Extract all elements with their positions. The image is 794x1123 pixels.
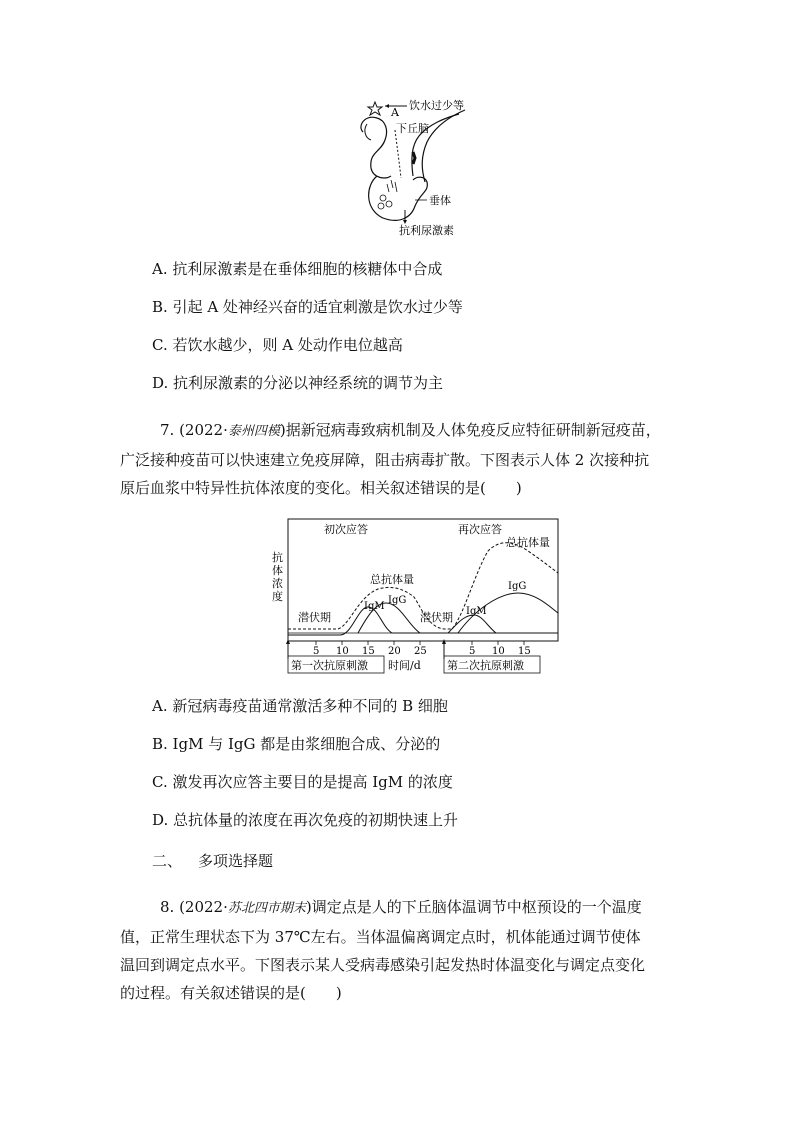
total-antibody-label-1: 总抗体量: [370, 573, 414, 586]
latent-period-label-2: 潜伏期: [420, 611, 453, 624]
secondary-response-label: 再次应答: [458, 523, 502, 536]
q7-line2: 广泛接种疫苗可以快速建立免疫屏障，阻击病毒扩散。下图表示人体 2 次接种抗: [120, 451, 650, 469]
q6-option-a: A. 抗利尿激素是在垂体细胞的核糖体中合成: [152, 260, 443, 278]
tick-label-25: 25: [414, 646, 427, 657]
q6-option-d: D. 抗利尿激素的分泌以神经系统的调节为主: [152, 374, 444, 392]
q7-stem: [120, 416, 690, 502]
label-pituitary: 垂体: [429, 194, 451, 207]
hypothalamus-pituitary-figure: [355, 96, 485, 241]
star-icon: [368, 102, 382, 115]
y-label-3: 浓: [272, 577, 283, 590]
q8-line4: 的过程。有关叙述错误的是( ): [120, 984, 342, 1002]
q8-line1-rest: )调定点是人的下丘脑体温调节中枢预设的一个温度: [305, 898, 642, 916]
tick-label-2-10: 10: [492, 646, 505, 657]
q7-line1: [120, 416, 690, 446]
first-stimulus-label: 第一次抗原刺激: [291, 659, 368, 672]
q7-option-d: D. 总抗体量的浓度在再次免疫的初期快速上升: [152, 811, 459, 829]
tick-label-20: 20: [388, 646, 401, 657]
q7-option-a: A. 新冠病毒疫苗通常激活多种不同的 B 细胞: [152, 697, 448, 715]
q7-option-b: B. IgM 与 IgG 都是由浆细胞合成、分泌的: [152, 735, 441, 753]
q7-option-c: C. 激发再次应答主要目的是提高 IgM 的浓度: [152, 773, 453, 791]
tick-label-2-15: 15: [518, 646, 531, 657]
section-title: 多项选择题: [198, 852, 274, 870]
total-antibody-label-2: 总抗体量: [506, 536, 550, 549]
igm-label-2: IgM: [466, 606, 487, 617]
x-axis-label: 时间/d: [388, 659, 421, 672]
y-label-4: 度: [272, 590, 283, 603]
q7-source: 泰州四模: [227, 424, 280, 439]
q8-stem: [120, 893, 690, 1007]
primary-response-label: 初次应答: [324, 523, 368, 536]
q8-line2: 值，正常生理状态下为 37℃左右。当体温偏离调定点时，机体能通过调节使体: [120, 928, 641, 946]
label-thirst: 饮水过少等: [409, 99, 464, 112]
q8-source: 苏北四市期末: [227, 901, 306, 916]
q8-line3: 温回到调定点水平。下图表示某人受病毒感染引起发热时体温变化与调定点变化: [120, 956, 646, 974]
label-adh: 抗利尿激素: [399, 224, 454, 237]
q8-line1: [120, 893, 690, 923]
tick-label-15: 15: [362, 646, 375, 657]
label-a: A: [391, 106, 399, 119]
latent-period-label-1: 潜伏期: [298, 611, 331, 624]
q7-number: 7. (2022·: [160, 421, 228, 439]
pituitary-outline: [369, 176, 428, 220]
tick-label-2-5: 5: [469, 646, 476, 657]
y-label-2: 体: [272, 564, 283, 577]
q7-line3: 原后血浆中特异性抗体浓度的变化。相关叙述错误的是( ): [120, 479, 522, 497]
igm-label-1: IgM: [364, 601, 385, 612]
q6-option-c: C. 若饮水越少，则 A 处动作电位越高: [152, 336, 403, 354]
q6-option-b: B. 引起 A 处神经兴奋的适宜刺激是饮水过少等: [152, 298, 463, 316]
label-hypothalamus: 下丘脑: [396, 122, 429, 135]
y-label-1: 抗: [272, 551, 283, 564]
tick-label-5: 5: [313, 646, 320, 657]
second-stimulus-label: 第二次抗原刺激: [447, 659, 524, 672]
x-ticks: [316, 641, 524, 645]
antibody-figure: [268, 515, 568, 677]
q7-line1-rest: )据新冠病毒致病机制及人体免疫反应特征研制新冠疫苗，: [279, 421, 661, 439]
igg-label-1: IgG: [388, 595, 407, 606]
section-heading: [152, 850, 273, 871]
q8-number: 8. (2022·: [160, 898, 228, 916]
section-number: 二、: [152, 852, 183, 870]
igg-label-2: IgG: [508, 581, 527, 592]
tick-label-10: 10: [336, 646, 349, 657]
